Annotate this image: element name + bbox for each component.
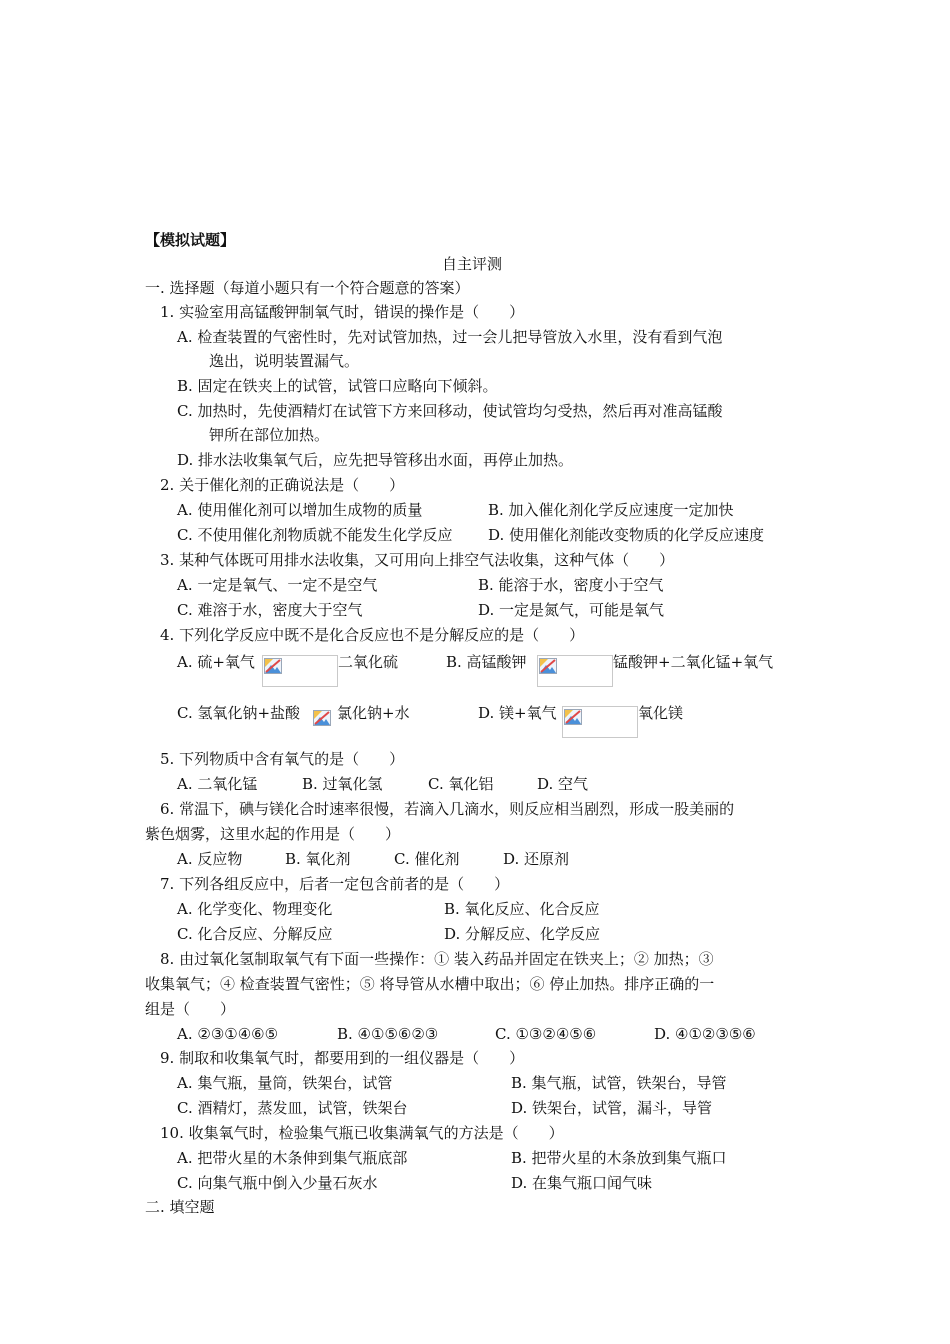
q1-option-c-line1: C. 加热时，先使酒精灯在试管下方来回移动，使试管均匀受热，然后再对准高锰酸: [177, 402, 723, 420]
q2-option-b: B. 加入催化剂化学反应速度一定加快: [488, 501, 734, 519]
q6-option-c: C. 催化剂: [394, 850, 460, 868]
q5-option-c: C. 氧化铝: [428, 775, 494, 793]
broken-image-icon: [264, 658, 282, 674]
q5-option-a: A. 二氧化锰: [177, 775, 258, 793]
q1-option-a-line2: 逸出，说明装置漏气。: [209, 352, 360, 370]
q3-option-c: C. 难溶于水，密度大于空气: [177, 601, 363, 619]
q7-option-b: B. 氧化反应、化合反应: [444, 900, 600, 918]
part1-heading: 一. 选择题（每道小题只有一个符合题意的答案）: [145, 279, 470, 297]
q10-option-a: A. 把带火星的木条伸到集气瓶底部: [177, 1149, 408, 1167]
q2-option-d: D. 使用催化剂能改变物质的化学反应速度: [488, 526, 765, 544]
q4-option-c-left: C. 氢氧化钠+盐酸: [177, 704, 301, 722]
q10-option-d: D. 在集气瓶口闻气味: [511, 1174, 653, 1192]
broken-image-icon: [539, 658, 557, 674]
q8-stem-line1: 8. 由过氧化氢制取氧气有下面一些操作：① 装入药品并固定在铁夹上；② 加热；③: [160, 950, 714, 968]
q4-option-d-left: D. 镁+氧气: [478, 704, 557, 722]
q7-option-d: D. 分解反应、化学反应: [444, 925, 601, 943]
q10-option-b: B. 把带火星的木条放到集气瓶口: [511, 1149, 727, 1167]
q4-d-image-placeholder: [562, 706, 638, 738]
q1-option-c-line2: 钾所在部位加热。: [209, 426, 330, 444]
q3-option-b: B. 能溶于水，密度小于空气: [478, 576, 664, 594]
section-title: 自主评测: [442, 255, 503, 273]
q1-option-b: B. 固定在铁夹上的试管，试管口应略向下倾斜。: [177, 377, 498, 395]
q10-option-c: C. 向集气瓶中倒入少量石灰水: [177, 1174, 378, 1192]
q8-stem-line2: 收集氧气；④ 检查装置气密性；⑤ 将导管从水槽中取出；⑥ 停止加热。排序正确的一: [145, 975, 715, 993]
q4-option-d-right: 氧化镁: [638, 704, 684, 722]
broken-image-icon: [313, 710, 331, 726]
q5-stem: 5. 下列物质中含有氧气的是（ ）: [160, 750, 405, 768]
q7-stem: 7. 下列各组反应中，后者一定包含前者的是（ ）: [160, 875, 510, 893]
q6-stem-line1: 6. 常温下，碘与镁化合时速率很慢，若滴入几滴水，则反应相当剧烈，形成一股美丽的: [160, 800, 735, 818]
q2-option-a: A. 使用催化剂可以增加生成物的质量: [177, 501, 423, 519]
q1-option-a-line1: A. 检查装置的气密性时，先对试管加热，过一会儿把导管放入水里，没有看到气泡: [177, 328, 723, 346]
q3-option-d: D. 一定是氮气，可能是氧气: [478, 601, 665, 619]
q4-a-image-placeholder: [262, 655, 338, 687]
q4-c-image-placeholder: [312, 708, 334, 730]
q4-option-a-right: 二氧化硫: [338, 653, 399, 671]
q9-stem: 9. 制取和收集氧气时，都要用到的一组仪器是（ ）: [160, 1049, 525, 1067]
q9-option-a: A. 集气瓶，量筒，铁架台，试管: [177, 1074, 393, 1092]
q5-option-d: D. 空气: [537, 775, 589, 793]
q9-option-c: C. 酒精灯，蒸发皿，试管，铁架台: [177, 1099, 408, 1117]
part2-heading: 二. 填空题: [145, 1198, 215, 1216]
broken-image-icon: [564, 709, 582, 725]
q8-option-d: D. ④①②③⑤⑥: [654, 1025, 756, 1043]
q8-option-c: C. ①③②④⑤⑥: [495, 1025, 597, 1043]
q4-option-a-left: A. 硫+氧气: [177, 653, 255, 671]
q5-option-b: B. 过氧化氢: [302, 775, 383, 793]
q4-b-image-placeholder: [537, 655, 613, 687]
document-header: 【模拟试题】: [145, 231, 236, 249]
q6-option-a: A. 反应物: [177, 850, 243, 868]
q8-option-a: A. ②③①④⑥⑤: [177, 1025, 279, 1043]
q4-option-b-left: B. 高锰酸钾: [446, 653, 527, 671]
q10-stem: 10. 收集氧气时，检验集气瓶已收集满氧气的方法是（ ）: [160, 1124, 564, 1142]
q6-option-d: D. 还原剂: [503, 850, 570, 868]
q6-stem-line2: 紫色烟雾，这里水起的作用是（ ）: [145, 825, 401, 843]
q3-stem: 3. 某种气体既可用排水法收集，又可用向上排空气法收集，这种气体（ ）: [160, 551, 675, 569]
q7-option-c: C. 化合反应、分解反应: [177, 925, 333, 943]
q1-stem: 1. 实验室用高锰酸钾制氧气时，错误的操作是（ ）: [160, 303, 525, 321]
q7-option-a: A. 化学变化、物理变化: [177, 900, 333, 918]
q2-option-c: C. 不使用催化剂物质就不能发生化学反应: [177, 526, 453, 544]
q4-option-b-right: 锰酸钾+二氧化锰+氧气: [613, 653, 774, 671]
q3-option-a: A. 一定是氧气、一定不是空气: [177, 576, 378, 594]
q1-option-d: D. 排水法收集氧气后，应先把导管移出水面，再停止加热。: [177, 451, 574, 469]
q4-stem: 4. 下列化学反应中既不是化合反应也不是分解反应的是（ ）: [160, 626, 585, 644]
q9-option-b: B. 集气瓶，试管，铁架台，导管: [511, 1074, 727, 1092]
q8-stem-line3: 组是（ ）: [145, 1000, 236, 1018]
q4-option-c-right: 氯化钠+水: [337, 704, 410, 722]
q9-option-d: D. 铁架台，试管，漏斗，导管: [511, 1099, 713, 1117]
q8-option-b: B. ④①⑤⑥②③: [337, 1025, 439, 1043]
q2-stem: 2. 关于催化剂的正确说法是（ ）: [160, 476, 405, 494]
q6-option-b: B. 氧化剂: [285, 850, 351, 868]
